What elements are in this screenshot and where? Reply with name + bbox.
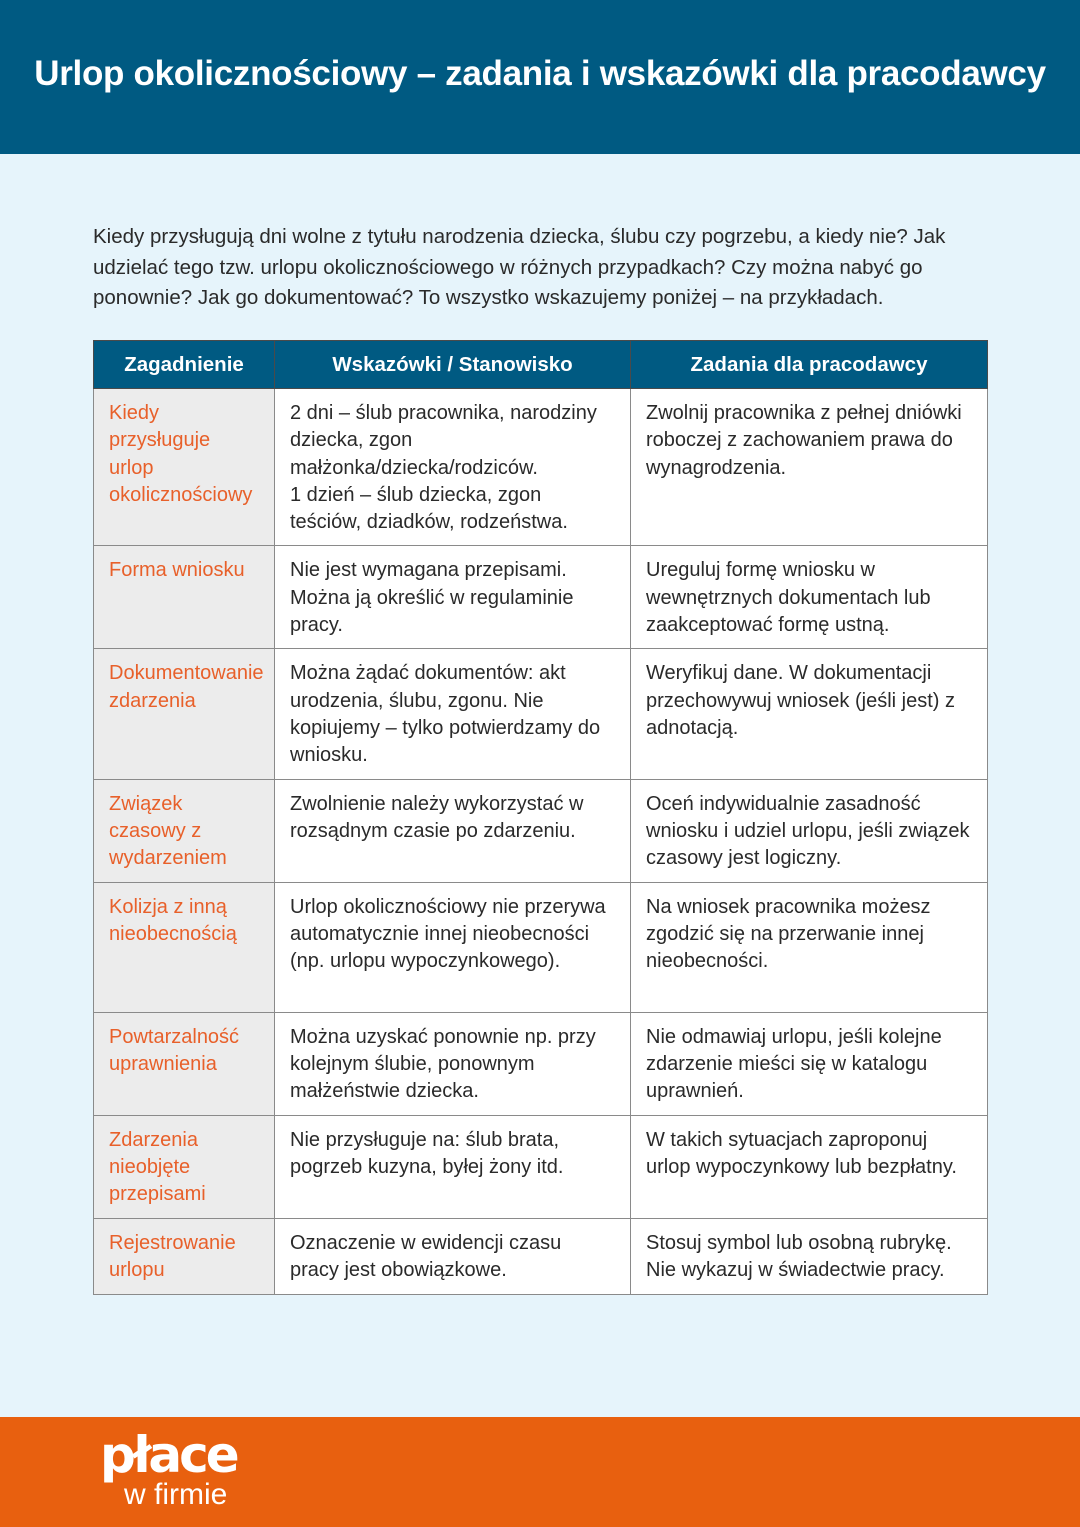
row-topic: Rejestrowanie urlopu <box>94 1218 275 1294</box>
page-footer <box>0 1417 1080 1527</box>
intro-paragraph: Kiedy przysługują dni wolne z tytułu narodzenia dziecka, ślubu czy pogrzebu, a kiedy nie? Jak udzielać tego tzw. urlopu okolicznościowego w różnych przypadkach? Czy można nabyć go ponownie? Jak go dokumentować? To wszystko wskazujemy poniżej – na przykładach. <box>93 225 946 309</box>
guidance-table <box>93 340 988 1295</box>
row-tasks: Ureguluj formę wniosku w wewnętrznych dokumentach lub zaakceptować formę ustną. <box>631 546 988 649</box>
row-tasks: Nie odmawiaj urlopu, jeśli kolejne zdarzenie mieści się w katalogu uprawnień. <box>631 1012 988 1115</box>
row-tasks: Oceń indywidualnie zasadność wniosku i udziel urlopu, jeśli związek czasowy jest logiczny. <box>631 779 988 882</box>
table-row <box>94 546 988 649</box>
column-header-tasks: Zadania dla pracodawcy <box>631 341 988 389</box>
brand-logo <box>100 1426 240 1519</box>
table-row <box>94 882 988 1012</box>
row-topic: Zdarzenia nieobjęte przepisami <box>94 1115 275 1218</box>
table-row <box>94 389 988 546</box>
row-topic: Dokumentowanie zdarzenia <box>94 649 275 779</box>
row-topic: Powtarzalność uprawnienia <box>94 1012 275 1115</box>
page-title: Urlop okolicznościowy – zadania i wskazówki dla pracodawcy <box>34 54 1046 93</box>
row-guidance: Zwolnienie należy wykorzystać w rozsądnym czasie po zdarzeniu. <box>275 779 631 882</box>
table-row <box>94 1115 988 1218</box>
row-tasks: Na wniosek pracownika możesz zgodzić się na przerwanie innej nieobecności. <box>631 882 988 1012</box>
table-row <box>94 649 988 779</box>
column-header-guidance: Wskazówki / Stanowisko <box>275 341 631 389</box>
row-tasks: Weryfikuj dane. W dokumentacji przechowywuj wniosek (jeśli jest) z adnotacją. <box>631 649 988 779</box>
logo-wordmark-bottom: w firmie <box>124 1478 228 1511</box>
row-topic: Forma wniosku <box>94 546 275 649</box>
row-topic: Kiedy przysługuje urlop okolicznościowy <box>94 389 275 546</box>
row-guidance: 2 dni – ślub pracownika, narodziny dziecka, zgon małżonka/dziecka/rodziców. 1 dzień – ślub dziecka, zgon teściów, dziadków, rodzeństwa. <box>275 389 631 546</box>
row-guidance: Oznaczenie w ewidencji czasu pracy jest obowiązkowe. <box>275 1218 631 1294</box>
row-guidance: Można uzyskać ponownie np. przy kolejnym ślubie, ponownym małżeństwie dziecka. <box>275 1012 631 1115</box>
table-row <box>94 1012 988 1115</box>
row-guidance: Można żądać dokumentów: akt urodzenia, ślubu, zgonu. Nie kopiujemy – tylko potwierdzamy do wniosku. <box>275 649 631 779</box>
table-header-row <box>94 341 988 389</box>
row-guidance: Urlop okolicznościowy nie przerywa automatycznie innej nieobecności (np. urlopu wypoczynkowego). <box>275 882 631 1012</box>
row-tasks: Stosuj symbol lub osobną rubrykę. Nie wykazuj w świadectwie pracy. <box>631 1218 988 1294</box>
row-guidance: Nie jest wymagana przepisami. Można ją określić w regulaminie pracy. <box>275 546 631 649</box>
page-header <box>0 0 1080 154</box>
column-header-topic: Zagadnienie <box>94 341 275 389</box>
table-row <box>94 779 988 882</box>
row-tasks: W takich sytuacjach zaproponuj urlop wypoczynkowy lub bezpłatny. <box>631 1115 988 1218</box>
row-guidance: Nie przysługuje na: ślub brata, pogrzeb kuzyna, byłej żony itd. <box>275 1115 631 1218</box>
row-tasks: Zwolnij pracownika z pełnej dniówki roboczej z zachowaniem prawa do wynagrodzenia. <box>631 389 988 546</box>
row-topic: Kolizja z inną nieobecnością <box>94 882 275 1012</box>
logo-wordmark-top: płace <box>100 1426 237 1484</box>
table-row <box>94 1218 988 1294</box>
row-topic: Związek czasowy z wydarzeniem <box>94 779 275 882</box>
